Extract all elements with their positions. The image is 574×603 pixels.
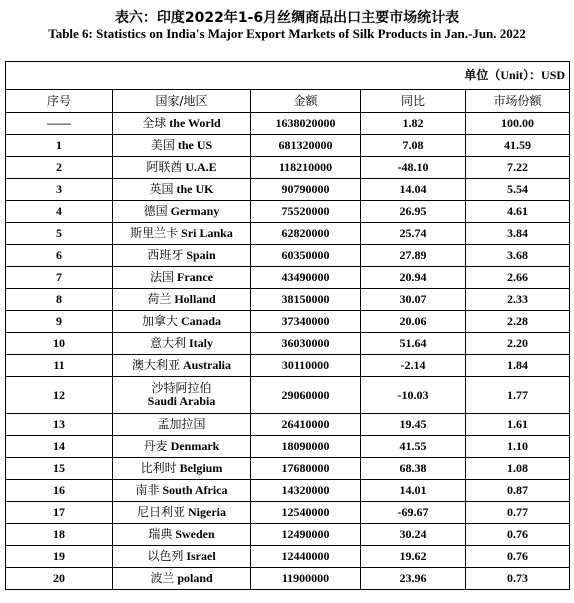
table-row bbox=[6, 113, 570, 135]
country-name-zh: 丹麦 bbox=[143, 439, 168, 453]
cell-amount: 36030000 bbox=[251, 333, 361, 355]
cell-yoy: 20.06 bbox=[361, 311, 466, 333]
cell-country bbox=[113, 201, 251, 223]
cell-country bbox=[113, 223, 251, 245]
table-row bbox=[6, 480, 570, 502]
cell-yoy: 51.64 bbox=[361, 333, 466, 355]
cell-amount: 38150000 bbox=[251, 289, 361, 311]
country-name-zh: 法国 bbox=[150, 270, 175, 284]
country-name-zh: 荷兰 bbox=[147, 292, 172, 306]
cell-share: 3.84 bbox=[466, 223, 570, 245]
cell-yoy: 14.04 bbox=[361, 179, 466, 201]
cell-yoy: 27.89 bbox=[361, 245, 466, 267]
cell-country bbox=[113, 267, 251, 289]
cell-amount: 17680000 bbox=[251, 458, 361, 480]
cell-country bbox=[113, 546, 251, 568]
cell-no: 5 bbox=[6, 223, 113, 245]
cell-amount: 90790000 bbox=[251, 179, 361, 201]
cell-share: 0.77 bbox=[466, 502, 570, 524]
table-row bbox=[6, 377, 570, 414]
cell-no: 18 bbox=[6, 524, 113, 546]
table-row bbox=[6, 245, 570, 267]
country-name-zh: 以色列 bbox=[147, 549, 184, 563]
country-name-zh: 斯里兰卡 bbox=[130, 226, 179, 240]
country-name-en: Italy bbox=[189, 336, 213, 350]
cell-yoy: 23.96 bbox=[361, 568, 466, 590]
header-yoy: 同比 bbox=[361, 90, 466, 113]
cell-country bbox=[113, 113, 251, 135]
unit-row bbox=[6, 62, 570, 90]
cell-yoy: 26.95 bbox=[361, 201, 466, 223]
table-row bbox=[6, 289, 570, 311]
country-name-zh: 孟加拉国 bbox=[157, 417, 206, 431]
cell-amount: 75520000 bbox=[251, 201, 361, 223]
cell-amount: 43490000 bbox=[251, 267, 361, 289]
cell-country bbox=[113, 311, 251, 333]
title-chinese: 表六：印度2022年1-6月丝绸商品出口主要市场统计表 bbox=[114, 10, 460, 26]
country-name-zh: 波兰 bbox=[150, 571, 175, 585]
country-name-zh: 瑞典 bbox=[148, 527, 173, 541]
cell-yoy: -10.03 bbox=[361, 377, 466, 414]
cell-country bbox=[113, 157, 251, 179]
cell-yoy: -69.67 bbox=[361, 502, 466, 524]
cell-country bbox=[113, 568, 251, 590]
country-name-zh: 意大利 bbox=[149, 336, 186, 350]
cell-country bbox=[113, 135, 251, 157]
cell-no: 1 bbox=[6, 135, 113, 157]
cell-no: 7 bbox=[6, 267, 113, 289]
cell-country bbox=[113, 333, 251, 355]
cell-amount: 29060000 bbox=[251, 377, 361, 414]
country-name-en: Holland bbox=[174, 292, 216, 306]
cell-share: 5.54 bbox=[466, 179, 570, 201]
cell-yoy: -48.10 bbox=[361, 157, 466, 179]
table-row bbox=[6, 135, 570, 157]
country-name-en: the UK bbox=[176, 182, 214, 196]
cell-yoy: 14.01 bbox=[361, 480, 466, 502]
cell-yoy: 41.55 bbox=[361, 436, 466, 458]
country-name-en: Israel bbox=[186, 549, 216, 563]
cell-country bbox=[113, 502, 251, 524]
country-name-en: France bbox=[177, 270, 213, 284]
cell-share: 41.59 bbox=[466, 135, 570, 157]
country-name-zh: 加拿大 bbox=[141, 314, 178, 328]
table-row bbox=[6, 333, 570, 355]
cell-country bbox=[113, 355, 251, 377]
cell-amount: 12490000 bbox=[251, 524, 361, 546]
cell-share: 100.00 bbox=[466, 113, 570, 135]
cell-share: 7.22 bbox=[466, 157, 570, 179]
country-name-en: poland bbox=[177, 571, 213, 585]
cell-no: —— bbox=[6, 113, 113, 135]
country-name-en: Spain bbox=[186, 248, 216, 262]
country-name-zh: 英国 bbox=[149, 182, 174, 196]
cell-share: 2.33 bbox=[466, 289, 570, 311]
cell-amount: 118210000 bbox=[251, 157, 361, 179]
country-name-en: the World bbox=[169, 116, 221, 130]
table-row bbox=[6, 568, 570, 590]
cell-share: 3.68 bbox=[466, 245, 570, 267]
cell-yoy: 19.62 bbox=[361, 546, 466, 568]
cell-no: 19 bbox=[6, 546, 113, 568]
country-name-zh: 沙特阿拉伯 bbox=[151, 381, 212, 395]
cell-yoy: 1.82 bbox=[361, 113, 466, 135]
cell-share: 1.84 bbox=[466, 355, 570, 377]
cell-share: 1.10 bbox=[466, 436, 570, 458]
cell-country bbox=[113, 480, 251, 502]
cell-share: 0.76 bbox=[466, 524, 570, 546]
cell-country bbox=[113, 289, 251, 311]
table-row bbox=[6, 502, 570, 524]
cell-amount: 681320000 bbox=[251, 135, 361, 157]
table-row bbox=[6, 179, 570, 201]
country-name-en: the US bbox=[177, 138, 213, 152]
country-name-zh: 美国 bbox=[150, 138, 175, 152]
cell-no: 13 bbox=[6, 414, 113, 436]
header-row bbox=[6, 90, 570, 113]
cell-no: 10 bbox=[6, 333, 113, 355]
cell-amount: 30110000 bbox=[251, 355, 361, 377]
header-country: 国家/地区 bbox=[113, 90, 251, 113]
cell-no: 4 bbox=[6, 201, 113, 223]
country-name-en: Nigeria bbox=[188, 505, 226, 519]
cell-yoy: -2.14 bbox=[361, 355, 466, 377]
cell-no: 17 bbox=[6, 502, 113, 524]
cell-no: 12 bbox=[6, 377, 113, 414]
cell-share: 0.73 bbox=[466, 568, 570, 590]
header-no: 序号 bbox=[6, 90, 113, 113]
country-name-en: Sweden bbox=[175, 527, 215, 541]
cell-yoy: 25.74 bbox=[361, 223, 466, 245]
table-row bbox=[6, 311, 570, 333]
cell-amount: 60350000 bbox=[251, 245, 361, 267]
country-name-zh: 南非 bbox=[135, 483, 160, 497]
unit-label: 单位（Unit）：USD bbox=[6, 62, 570, 90]
cell-no: 2 bbox=[6, 157, 113, 179]
cell-amount: 11900000 bbox=[251, 568, 361, 590]
cell-yoy: 68.38 bbox=[361, 458, 466, 480]
table-row bbox=[6, 201, 570, 223]
cell-no: 8 bbox=[6, 289, 113, 311]
table-row bbox=[6, 267, 570, 289]
cell-yoy: 19.45 bbox=[361, 414, 466, 436]
cell-no: 20 bbox=[6, 568, 113, 590]
country-name-en: U.A.E bbox=[185, 160, 217, 174]
table-row bbox=[6, 436, 570, 458]
cell-country bbox=[113, 524, 251, 546]
cell-amount: 26410000 bbox=[251, 414, 361, 436]
table-row bbox=[6, 524, 570, 546]
cell-amount: 1638020000 bbox=[251, 113, 361, 135]
country-name-en: Denmark bbox=[170, 439, 220, 453]
cell-country bbox=[113, 414, 251, 436]
country-name-en: Belgium bbox=[179, 461, 223, 475]
cell-yoy: 20.94 bbox=[361, 267, 466, 289]
table-row bbox=[6, 546, 570, 568]
cell-no: 11 bbox=[6, 355, 113, 377]
cell-country bbox=[113, 458, 251, 480]
table-row bbox=[6, 355, 570, 377]
cell-no: 6 bbox=[6, 245, 113, 267]
cell-no: 14 bbox=[6, 436, 113, 458]
country-name-en: Sri Lanka bbox=[181, 226, 233, 240]
cell-share: 1.77 bbox=[466, 377, 570, 414]
table-row bbox=[6, 414, 570, 436]
cell-no: 16 bbox=[6, 480, 113, 502]
cell-yoy: 7.08 bbox=[361, 135, 466, 157]
country-name-zh: 阿联酋 bbox=[146, 160, 183, 174]
table-row bbox=[6, 223, 570, 245]
country-name-en: Germany bbox=[170, 204, 220, 218]
country-name-zh: 德国 bbox=[143, 204, 168, 218]
country-name-en: South Africa bbox=[162, 483, 228, 497]
silk-export-markets-table bbox=[5, 61, 570, 590]
country-name-zh: 澳大利亚 bbox=[131, 358, 180, 372]
country-name-zh: 全球 bbox=[142, 116, 167, 130]
cell-yoy: 30.07 bbox=[361, 289, 466, 311]
header-amount: 金额 bbox=[251, 90, 361, 113]
cell-amount: 12540000 bbox=[251, 502, 361, 524]
cell-amount: 37340000 bbox=[251, 311, 361, 333]
cell-no: 3 bbox=[6, 179, 113, 201]
cell-amount: 62820000 bbox=[251, 223, 361, 245]
country-name-zh: 西班牙 bbox=[147, 248, 184, 262]
cell-share: 2.66 bbox=[466, 267, 570, 289]
cell-amount: 14320000 bbox=[251, 480, 361, 502]
cell-amount: 12440000 bbox=[251, 546, 361, 568]
cell-yoy: 30.24 bbox=[361, 524, 466, 546]
country-name-en: Canada bbox=[181, 314, 222, 328]
cell-country bbox=[113, 245, 251, 267]
country-name-en: Saudi Arabia bbox=[147, 394, 216, 408]
cell-share: 1.61 bbox=[466, 414, 570, 436]
cell-share: 2.28 bbox=[466, 311, 570, 333]
table-row bbox=[6, 458, 570, 480]
cell-share: 4.61 bbox=[466, 201, 570, 223]
country-name-zh: 尼日利亚 bbox=[136, 505, 185, 519]
header-share: 市场份额 bbox=[466, 90, 570, 113]
table-row bbox=[6, 157, 570, 179]
title-english: Table 6: Statistics on India's Major Export Markets of Silk Products in Jan.-Jun. 2022 bbox=[48, 26, 526, 41]
cell-share: 1.08 bbox=[466, 458, 570, 480]
cell-country bbox=[113, 377, 251, 414]
cell-share: 0.76 bbox=[466, 546, 570, 568]
country-name-zh: 比利时 bbox=[140, 461, 177, 475]
cell-country bbox=[113, 179, 251, 201]
cell-share: 0.87 bbox=[466, 480, 570, 502]
country-name-en: Australia bbox=[183, 358, 231, 372]
cell-share: 2.20 bbox=[466, 333, 570, 355]
cell-no: 9 bbox=[6, 311, 113, 333]
cell-amount: 18090000 bbox=[251, 436, 361, 458]
cell-no: 15 bbox=[6, 458, 113, 480]
cell-country bbox=[113, 436, 251, 458]
